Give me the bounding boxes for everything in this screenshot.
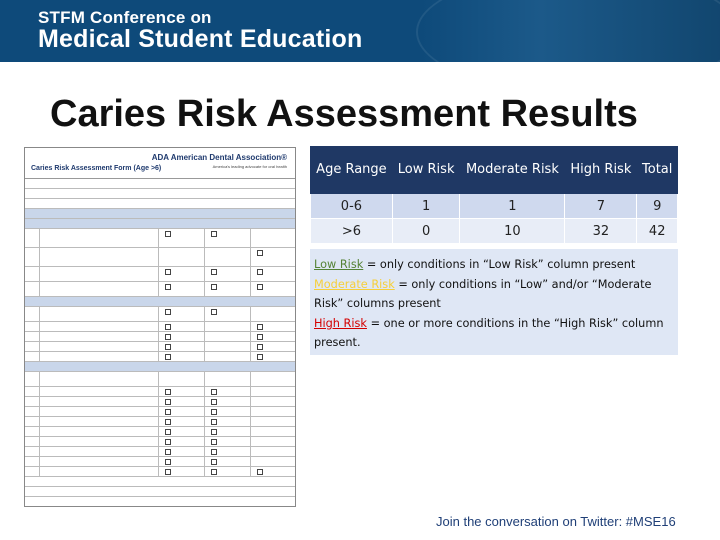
- table-header-row: [311, 147, 678, 194]
- header-low-risk: Low Risk: [392, 147, 460, 194]
- form-band: [25, 297, 295, 307]
- form-row: [25, 372, 295, 387]
- slide-title: Caries Risk Assessment Results: [50, 93, 638, 135]
- table-cell: 9: [637, 194, 678, 219]
- form-title: Caries Risk Assessment Form (Age >6): [31, 165, 162, 172]
- form-row: [25, 199, 295, 209]
- banner-line2: Medical Student Education: [38, 25, 363, 53]
- risk-legend: [310, 249, 678, 355]
- banner-swoosh: [416, 0, 720, 62]
- header-moderate-risk: Moderate Risk: [460, 147, 565, 194]
- form-row: [25, 352, 295, 362]
- form-row: [25, 417, 295, 427]
- form-row: [25, 332, 295, 342]
- table-cell: >6: [311, 219, 393, 244]
- form-row: [25, 248, 295, 267]
- table-cell: 42: [637, 219, 678, 244]
- form-row: [25, 487, 295, 497]
- moderate-risk-definition: = only conditions in “Low” and/or “Moderate Risk” columns present: [314, 277, 652, 310]
- form-row: [25, 467, 295, 477]
- results-table: [310, 146, 678, 244]
- form-row: [25, 437, 295, 447]
- form-band: [25, 219, 295, 229]
- caries-risk-form-image: [24, 147, 296, 507]
- form-row: [25, 427, 295, 437]
- low-risk-definition: = only conditions in “Low Risk” column present: [363, 258, 636, 271]
- form-row: [25, 387, 295, 397]
- form-row: [25, 307, 295, 322]
- form-row: [25, 457, 295, 467]
- header-age-range: Age Range: [311, 147, 393, 194]
- table-cell: 7: [565, 194, 637, 219]
- form-header: [25, 148, 295, 179]
- table-cell: 0-6: [311, 194, 393, 219]
- table-row: [311, 194, 678, 219]
- ada-tagline: America's leading advocate for oral health: [212, 164, 287, 169]
- table-cell: 1: [460, 194, 565, 219]
- form-row: [25, 267, 295, 282]
- form-band: [25, 362, 295, 372]
- form-row: [25, 322, 295, 332]
- high-risk-definition: = one or more conditions in the “High Risk” column present.: [314, 316, 664, 349]
- table-cell: 1: [392, 194, 460, 219]
- form-row: [25, 397, 295, 407]
- form-row: [25, 282, 295, 297]
- form-band: [25, 209, 295, 219]
- form-row: [25, 189, 295, 199]
- ada-logo: ADA American Dental Association®: [151, 153, 287, 162]
- moderate-risk-label: Moderate Risk: [314, 277, 395, 291]
- table-cell: 32: [565, 219, 637, 244]
- high-risk-label: High Risk: [314, 316, 367, 330]
- form-row: [25, 179, 295, 189]
- form-row: [25, 229, 295, 248]
- banner-line1: STFM Conference on: [38, 8, 212, 27]
- table-cell: 0: [392, 219, 460, 244]
- form-row: [25, 342, 295, 352]
- form-row: [25, 407, 295, 417]
- form-row: [25, 447, 295, 457]
- conference-banner: [0, 0, 720, 62]
- table-cell: 10: [460, 219, 565, 244]
- low-risk-label: Low Risk: [314, 258, 364, 271]
- header-total: Total: [637, 147, 678, 194]
- twitter-footer: Join the conversation on Twitter: #MSE16: [436, 514, 676, 529]
- header-high-risk: High Risk: [565, 147, 637, 194]
- table-row: [311, 219, 678, 244]
- form-row: [25, 477, 295, 487]
